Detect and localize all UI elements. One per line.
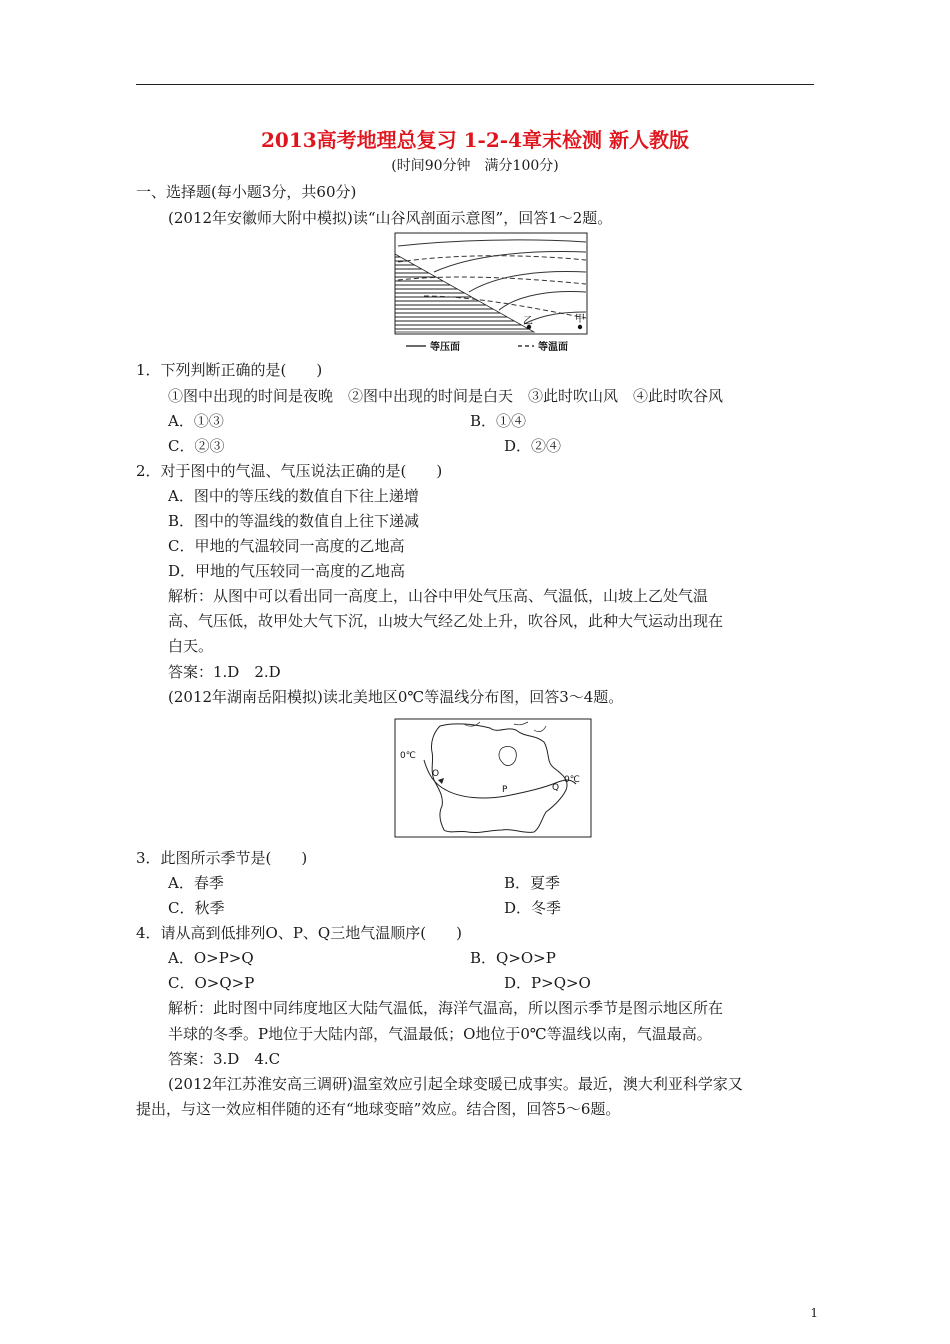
analysis-1-line-2: 高、气压低，故甲处大气下沉，山坡大气经乙处上升，吹谷风，此种大气运动出现在 (168, 612, 724, 630)
q2-stem: 2．对于图中的气温、气压说法正确的是( ) (136, 462, 443, 480)
q3-stem: 3．此图所示季节是( ) (136, 849, 308, 867)
answer-2: 答案：3.D 4.C (168, 1050, 281, 1068)
label-p: P (502, 785, 508, 795)
q2-option-d: D．甲地的气压较同一高度的乙地高 (168, 562, 406, 580)
question-intro: (2012年湖南岳阳模拟)读北美地区0℃等温线分布图，回答3～4题。 (168, 688, 624, 706)
q2-option-a: A．图中的等压线的数值自下往上递增 (168, 487, 419, 505)
q4-option-a: A．O>P>Q (168, 949, 254, 967)
north-america-isotherm-map (394, 718, 592, 838)
q1-statements: ①图中出现的时间是夜晚 ②图中出现的时间是白天 ③此时吹山风 ④此时吹谷风 (168, 387, 724, 405)
label-yi: 乙 (523, 316, 533, 327)
question-intro-line-2: 提出，与这一效应相伴随的还有“地球变暗”效应。结合图，回答5～6题。 (136, 1100, 621, 1118)
analysis-1-line-3: 白天。 (168, 637, 214, 655)
q3-option-b: B．夏季 (504, 874, 561, 892)
q1-option-d: D．②④ (504, 437, 562, 455)
valley-wind-diagram (394, 232, 590, 356)
answer-1: 答案：1.D 2.D (168, 663, 281, 681)
q3-option-d: D．冬季 (504, 899, 562, 917)
q4-stem: 4．请从高到低排列O、P、Q三地气温顺序( ) (136, 924, 462, 942)
label-jia: 甲 (575, 314, 585, 325)
q3-option-a: A．春季 (168, 874, 224, 892)
q4-option-b: B．Q>O>P (470, 949, 556, 967)
label-o: O (432, 769, 440, 779)
q2-option-c: C．甲地的气温较同一高度的乙地高 (168, 537, 405, 555)
question-intro-line-1: (2012年江苏淮安高三调研)温室效应引起全球变暖已成事实。最近，澳大利亚科学家又 (168, 1075, 743, 1093)
exam-info: (时间90分钟 满分100分) (391, 158, 559, 174)
q4-option-d: D．P>Q>O (504, 974, 591, 992)
label-0c-left: 0℃ (400, 751, 416, 761)
q4-option-c: C．O>Q>P (168, 974, 255, 992)
q1-option-c: C．②③ (168, 437, 225, 455)
q3-option-c: C．秋季 (168, 899, 225, 917)
q1-option-a: A．①③ (168, 412, 224, 430)
legend-isobar-label: 等压面 (430, 342, 460, 353)
q2-option-b: B．图中的等温线的数值自上往下递减 (168, 512, 420, 530)
label-0c-right: 0℃ (564, 775, 580, 785)
analysis-2-line-2: 半球的冬季。P地位于大陆内部，气温最低；O地位于0℃等温线以南，气温最高。 (168, 1025, 712, 1043)
page-number: 1 (810, 1306, 818, 1320)
q1-option-b: B．①④ (470, 412, 527, 430)
analysis-2-line-1: 解析：此时图中同纬度地区大陆气温低，海洋气温高，所以图示季节是图示地区所在 (168, 999, 724, 1017)
map-frame (395, 719, 591, 837)
label-q: Q (552, 783, 560, 793)
legend-isotherm-label: 等温面 (538, 342, 568, 353)
q1-stem: 1．下列判断正确的是( ) (136, 361, 323, 379)
point-jia-marker (578, 325, 582, 329)
header-rule (136, 84, 814, 85)
section-heading: 一、选择题(每小题3分，共60分) (136, 183, 357, 201)
page-title: 2013高考地理总复习 1-2-4章末检测 新人教版 (261, 128, 689, 152)
question-intro: (2012年安徽师大附中模拟)读“山谷风剖面示意图”，回答1～2题。 (168, 209, 613, 227)
analysis-1-line-1: 解析：从图中可以看出同一高度上，山谷中甲处气压高、气温低，山坡上乙处气温 (168, 587, 709, 605)
